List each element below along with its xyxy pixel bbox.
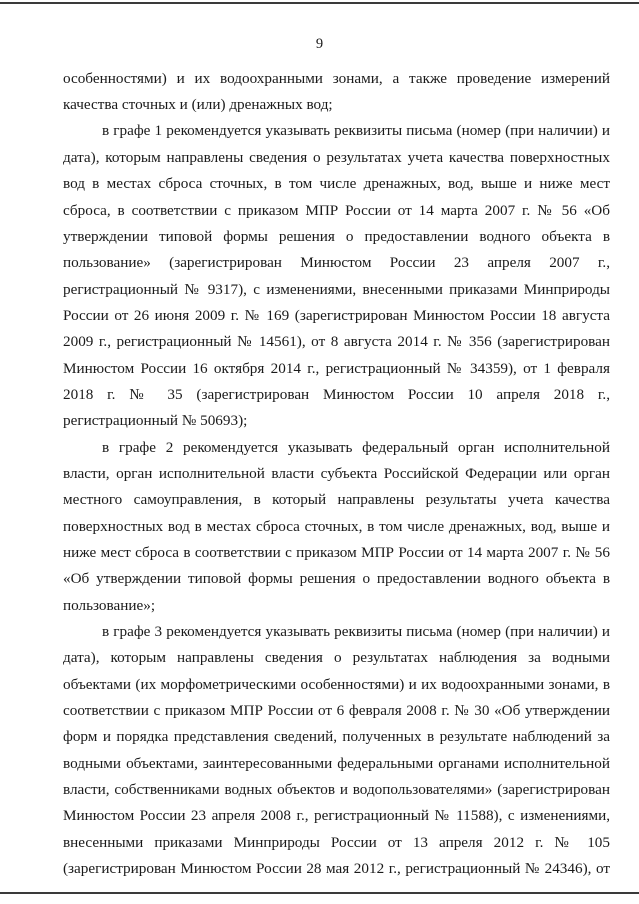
text-line: 2009 г., регистрационный № 14561), от 8 августа 2014 г. № 356 (зарегистрирован [63, 333, 610, 350]
text-line: регистрационный № 9317), с изменениями, внесенными приказами Минприроды [63, 281, 610, 298]
text-line: дата), которым направлены сведения о результатах учета качества поверхностных [63, 149, 610, 166]
text-line: пользование» (зарегистрирован Минюстом России 23 апреля 2007 г., [63, 254, 610, 271]
top-border-line [0, 2, 639, 4]
text-line: сброса, в соответствии с приказом МПР России от 14 марта 2007 г. № 56 «Об [63, 202, 610, 219]
bottom-border-line [0, 892, 639, 894]
text-line: пользование»; [63, 597, 156, 614]
text-line: качества сточных и (или) дренажных вод; [63, 96, 333, 113]
paragraph-first-line: в графе 3 рекомендуется указывать реквизиты письма (номер (при наличии) и [102, 623, 610, 640]
paragraph-first-line: в графе 2 рекомендуется указывать федеральный орган исполнительной [102, 439, 610, 456]
text-line: (зарегистрирован Минюстом России 28 мая 2012 г., регистрационный № 24346), от [63, 860, 610, 877]
text-line: 2018 г. № 35 (зарегистрирован Минюстом России 10 апреля 2018 г., [63, 386, 610, 403]
text-line: власти, собственниками водных объектов и водопользователями» (зарегистрирован [63, 781, 610, 798]
text-line: ниже мест сброса в соответствии с приказом МПР России от 14 марта 2007 г. № 56 [63, 544, 610, 561]
text-line: особенностями) и их водоохранными зонами, а также проведение измерений [63, 70, 610, 87]
text-line: власти, орган исполнительной власти субъекта Российской Федерации или орган [63, 465, 610, 482]
text-line: форм и порядка представления сведений, полученных в результате наблюдений за [63, 728, 610, 745]
text-line: Минюстом России 23 апреля 2008 г., регистрационный № 11588), с изменениями, [63, 807, 610, 824]
text-line: дата), которым направлены сведения о результатах наблюдения за водными [63, 649, 610, 666]
page-number: 9 [315, 36, 324, 52]
text-line: местного самоуправления, в который направлены результаты учета качества [63, 491, 610, 508]
text-line: внесенными приказами Минприроды России от 13 апреля 2012 г. № 105 [63, 834, 610, 851]
text-line: Минюстом России 16 октября 2014 г., регистрационный № 34359), от 1 февраля [63, 360, 610, 377]
text-line: объектами (их морфометрическими особенностями) и их водоохранными зонами, в [63, 676, 610, 693]
text-line: поверхностных вод в местах сброса сточных, в том числе дренажных, вод, выше и [63, 518, 610, 535]
text-line: соответствии с приказом МПР России от 6 февраля 2008 г. № 30 «Об утверждении [63, 702, 610, 719]
text-line: утверждении типовой формы решения о предоставлении водного объекта в [63, 228, 610, 245]
paragraph-first-line: в графе 1 рекомендуется указывать реквизиты письма (номер (при наличии) и [102, 122, 610, 139]
text-line: вод в местах сброса сточных, в том числе дренажных, вод, выше и ниже мест [63, 175, 610, 192]
text-line: регистрационный № 50693); [63, 412, 248, 429]
text-line: России от 26 июня 2009 г. № 169 (зарегистрирован Минюстом России 18 августа [63, 307, 610, 324]
text-line: водными объектами, заинтересованными федеральными органами исполнительной [63, 755, 610, 772]
text-line: «Об утверждении типовой формы решения о предоставлении водного объекта в [63, 570, 610, 587]
